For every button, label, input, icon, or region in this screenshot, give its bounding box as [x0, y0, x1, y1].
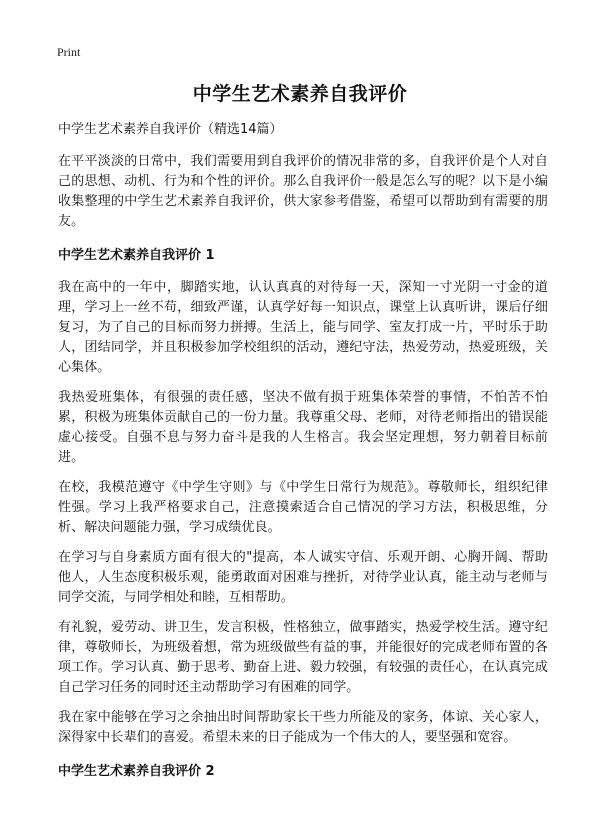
intro-paragraph: 在平平淡淡的日常中，我们需要用到自我评价的情况非常的多，自我评价是个人对自己的思想、动机、行为和个性的评价。那么自我评价一般是怎么写的呢？以下是小编收集整理的中学生艺术素养自我评价，供大家参考借鉴，希望可以帮助到有需要的朋友。	[58, 154, 548, 229]
section-2	[58, 762, 548, 782]
page-title: 中学生艺术素养自我评价	[192, 83, 408, 105]
section-1	[58, 246, 548, 748]
section-paragraph: 在学习与自身素质方面有很大的"提高，本人诚实守信、乐观开朗、心胸开阔、帮助他人，人生态度积极乐观，能勇敢面对困难与挫折，对待学业认真，能主动与老师与同学交流，与同学相处和睦，互相帮助。	[58, 550, 548, 605]
print-link[interactable]: Print	[57, 45, 81, 59]
section-paragraph: 我在高中的一年中，脚踏实地，认认真真的对待每一天，深知一寸光阴一寸金的道理，学习上一丝不苟，细致严谨，认真学好每一知识点，课堂上认真听讲，课后仔细复习，为了自己的目标而努力拼搏。生活上，能与同学、室友打成一片，平时乐于助人，团结同学，并且积极参加学校组织的活动，遵纪守法，热爱劳动，热爱班级，关心集体。	[58, 280, 548, 375]
section-paragraph: 有礼貌，爱劳动、讲卫生，发言积极，性格独立，做事踏实，热爱学校生活。遵守纪律，尊敬师长，为班级着想，常为班级做些有益的事，并能很好的完成老师布置的各项工作。学习认真、勤于思考、勤奋上进、毅力较强，有较强的责任心，在认真完成自己学习任务的同时还主动帮助学习有困难的同学。	[58, 620, 548, 695]
section-paragraph: 我热爱班集体，有很强的责任感，坚决不做有损于班集体荣誉的事情，不怕苦不怕累，积极为班集体贡献自己的一份力量。我尊重父母、老师，对待老师指出的错误能虚心接受。自强不息与努力奋斗是我的人生格言。我会坚定理想，努力朝着目标前进。	[58, 390, 548, 465]
document-subtitle: 中学生艺术素养自我评价（精选14篇）	[58, 122, 283, 137]
document-body	[58, 120, 548, 794]
section-paragraph: 在校，我模范遵守《中学生守则》与《中学生日常行为规范》。尊敬师长，组织纪律性强。学习上我严格要求自己，注意摸索适合自己情况的学习方法，积极思维，分析、解决问题能力强，学习成绩优良。	[58, 480, 548, 535]
section-heading: 中学生艺术素养自我评价 1	[58, 248, 215, 263]
section-paragraph: 我在家中能够在学习之余抽出时间帮助家长干些力所能及的家务，体谅、关心家人，深得家中长辈们的喜爱。希望未来的日子能成为一个伟大的人，要坚强和宽容。	[58, 710, 548, 745]
section-heading: 中学生艺术素养自我评价 2	[58, 764, 215, 779]
